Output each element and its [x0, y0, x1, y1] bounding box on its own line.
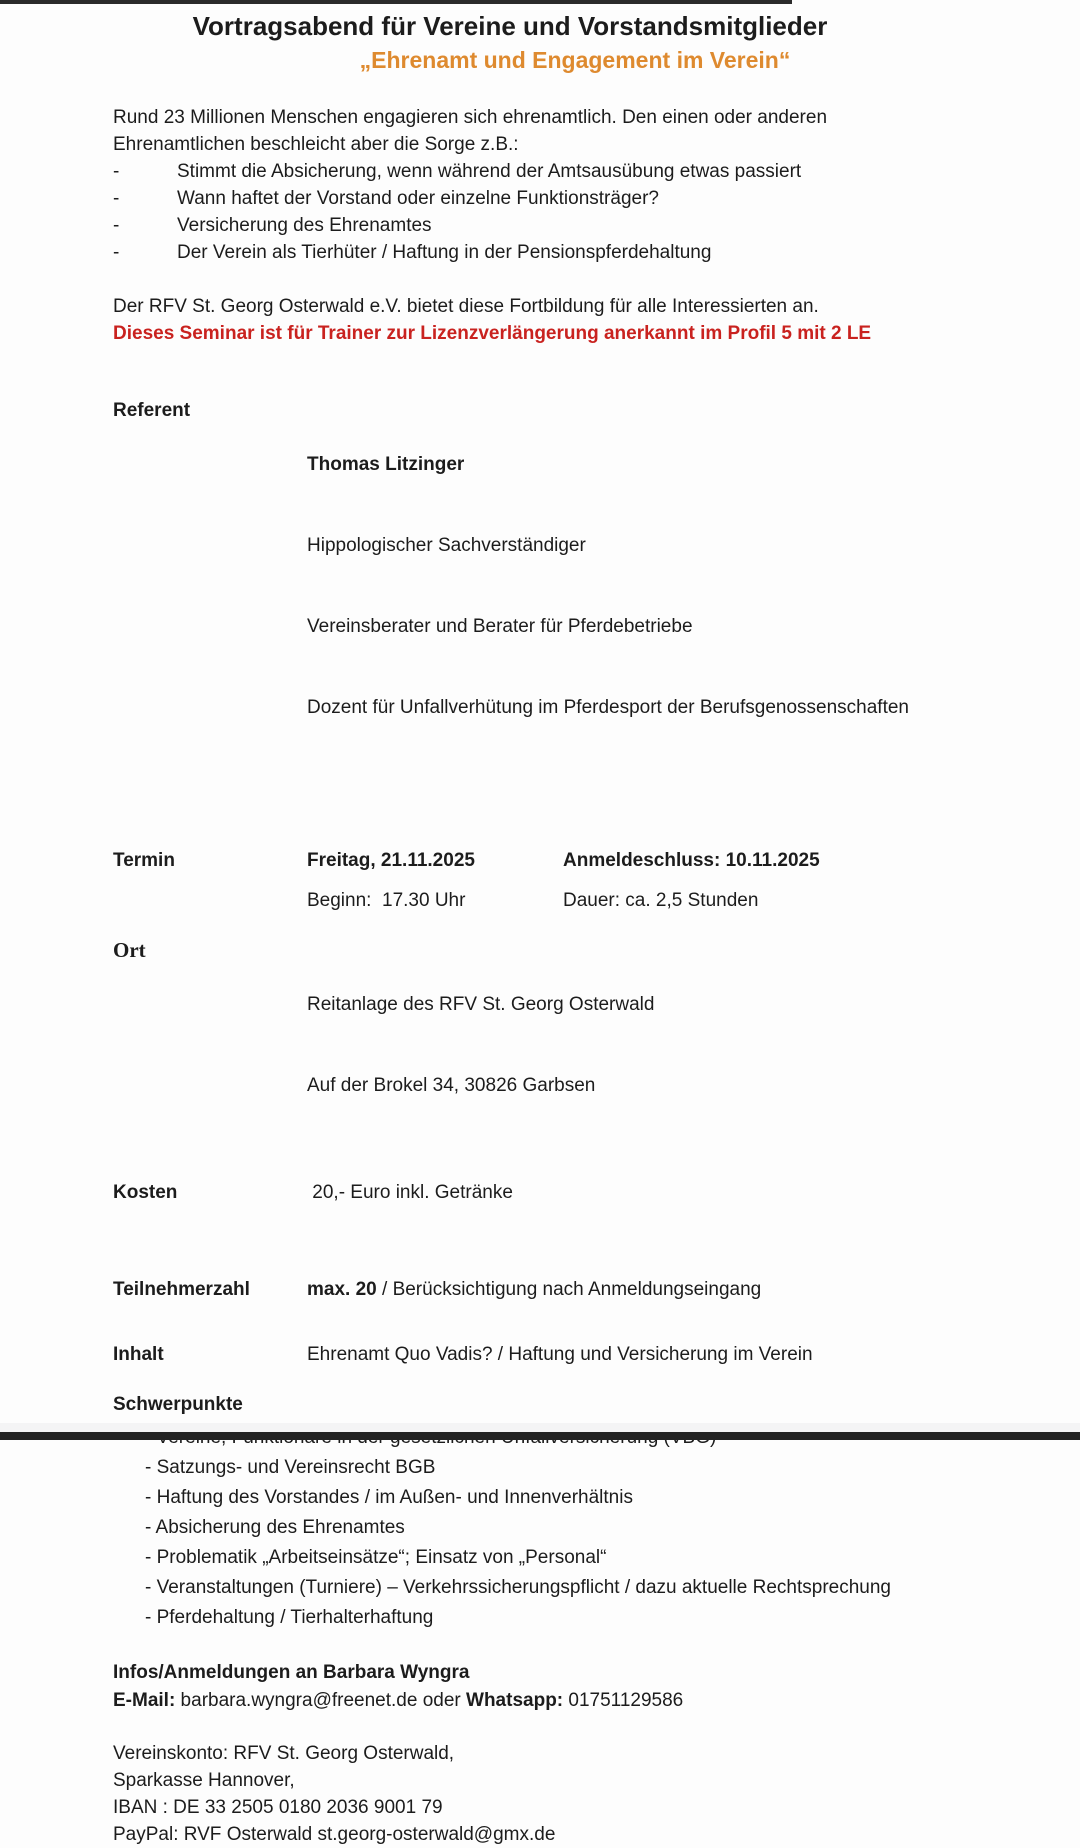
document-header [0, 0, 1080, 74]
referent-desc-3: Dozent für Unfallverhütung im Pferdesport der Berufsgenossenschaften [307, 697, 909, 718]
begin-row [113, 887, 990, 914]
termin-label: Termin [113, 850, 175, 871]
scan-edge-bottom [0, 1432, 1080, 1440]
ort-line-1: Reitanlage des RFV St. Georg Osterwald [307, 994, 655, 1015]
teilnehmer-max: max. 20 [307, 1279, 377, 1300]
list-item-text: Wann haftet der Vorstand oder einzelne Funktionsträger? [177, 188, 659, 209]
ort-value [307, 937, 990, 1153]
kosten-value: 20,- Euro inkl. Getränke [307, 1182, 513, 1203]
inhalt-row [113, 1341, 990, 1368]
contact-section [113, 1659, 990, 1715]
schwerpunkte-heading: Schwerpunkte [113, 1394, 243, 1415]
contact-heading: Infos/Anmeldungen an Barbara Wyngra [113, 1662, 470, 1683]
referent-label: Referent [113, 400, 191, 421]
intro-section [113, 104, 990, 347]
teilnehmer-value [307, 1276, 990, 1303]
list-item: - Haftung des Vorstandes / im Außen- und Innenverhältnis [145, 1487, 633, 1508]
bank-line-1: Vereinskonto: RFV St. Georg Osterwald, [113, 1743, 455, 1764]
list-item [113, 158, 990, 185]
list-item: - Problematik „Arbeitseinsätze“; Einsatz von „Personal“ [145, 1547, 607, 1568]
list-item [113, 239, 990, 266]
teilnehmer-rest: / Berücksichtigung nach Anmeldungseingang [376, 1279, 762, 1300]
referent-value [307, 397, 990, 775]
begin-value [307, 887, 990, 914]
duration: Dauer: ca. 2,5 Stunden [563, 890, 759, 911]
begin-time: Beginn: 17.30 Uhr [307, 890, 466, 911]
referent-row [113, 397, 990, 775]
bullet-dash: - [113, 188, 120, 209]
teilnehmer-row [113, 1276, 990, 1303]
list-item [113, 212, 990, 239]
whatsapp-label: Whatsapp: [466, 1690, 564, 1711]
bank-line-4: PayPal: RVF Osterwald st.georg-osterwald@gmx.de [113, 1824, 556, 1845]
inhalt-value: Ehrenamt Quo Vadis? / Haftung und Versicherung im Verein [307, 1344, 813, 1365]
bank-section [113, 1740, 990, 1848]
referent-desc-2: Vereinsberater und Berater für Pferdebetriebe [307, 616, 693, 637]
offer-line: Der RFV St. Georg Osterwald e.V. bietet diese Fortbildung für alle Interessierten an. [113, 296, 819, 317]
referent-name: Thomas Litzinger [307, 454, 465, 475]
schwerpunkte-list [113, 1423, 990, 1633]
whatsapp-value: 01751129586 [563, 1690, 684, 1711]
scan-edge-top [0, 0, 792, 4]
termin-date: Freitag, 21.11.2025 [307, 850, 475, 871]
list-item: - Pferdehaltung / Tierhalterhaftung [145, 1607, 434, 1628]
license-note: Dieses Seminar ist für Trainer zur Lizenzverlängerung anerkannt im Profil 5 mit 2 LE [113, 323, 872, 344]
termin-value [307, 847, 990, 874]
email-label: E-Mail: [113, 1690, 176, 1711]
inhalt-label: Inhalt [113, 1344, 164, 1365]
intro-line-1: Rund 23 Millionen Menschen engagieren sich ehrenamtlich. Den einen oder anderen [113, 107, 828, 128]
document-title: Vortragsabend für Vereine und Vorstandsmitglieder [192, 11, 828, 41]
intro-line-2: Ehrenamtlichen beschleicht aber die Sorge z.B.: [113, 134, 519, 155]
termin-deadline: Anmeldeschluss: 10.11.2025 [563, 850, 820, 871]
list-item [113, 185, 990, 212]
list-item-text: Stimmt die Absicherung, wenn während der Amtsausübung etwas passiert [177, 161, 802, 182]
list-item: - Absicherung des Ehrenamtes [145, 1517, 405, 1538]
contact-line [113, 1687, 990, 1715]
list-item: - Satzungs- und Vereinsrecht BGB [145, 1457, 436, 1478]
ort-line-2: Auf der Brokel 34, 30826 Garbsen [307, 1075, 596, 1096]
kosten-label: Kosten [113, 1182, 178, 1203]
termin-row [113, 847, 990, 874]
bullet-dash: - [113, 161, 120, 182]
list-item-text: Versicherung des Ehrenamtes [177, 215, 432, 236]
bullet-dash: - [113, 215, 120, 236]
list-item-text: Der Verein als Tierhüter / Haftung in der Pensionspferdehaltung [177, 242, 712, 263]
document-subtitle: „Ehrenamt und Engagement im Verein“ [359, 47, 791, 73]
bank-line-2: Sparkasse Hannover, [113, 1770, 295, 1791]
ort-row [113, 937, 990, 1153]
teilnehmer-label: Teilnehmerzahl [113, 1279, 250, 1300]
bullet-dash: - [113, 242, 120, 263]
list-item: - Veranstaltungen (Turniere) – Verkehrssicherungspflicht / dazu aktuelle Rechtsprechung [145, 1577, 891, 1598]
ort-label: Ort [113, 938, 146, 962]
concern-list [113, 158, 990, 266]
document-body [0, 104, 1080, 1848]
referent-desc-1: Hippologischer Sachverständiger [307, 535, 586, 556]
scan-edge-bottom-light [0, 1423, 1080, 1432]
email-value: barbara.wyngra@freenet.de oder [175, 1690, 467, 1711]
bank-line-3: IBAN : DE 33 2505 0180 2036 9001 79 [113, 1797, 443, 1818]
kosten-row [113, 1179, 990, 1206]
